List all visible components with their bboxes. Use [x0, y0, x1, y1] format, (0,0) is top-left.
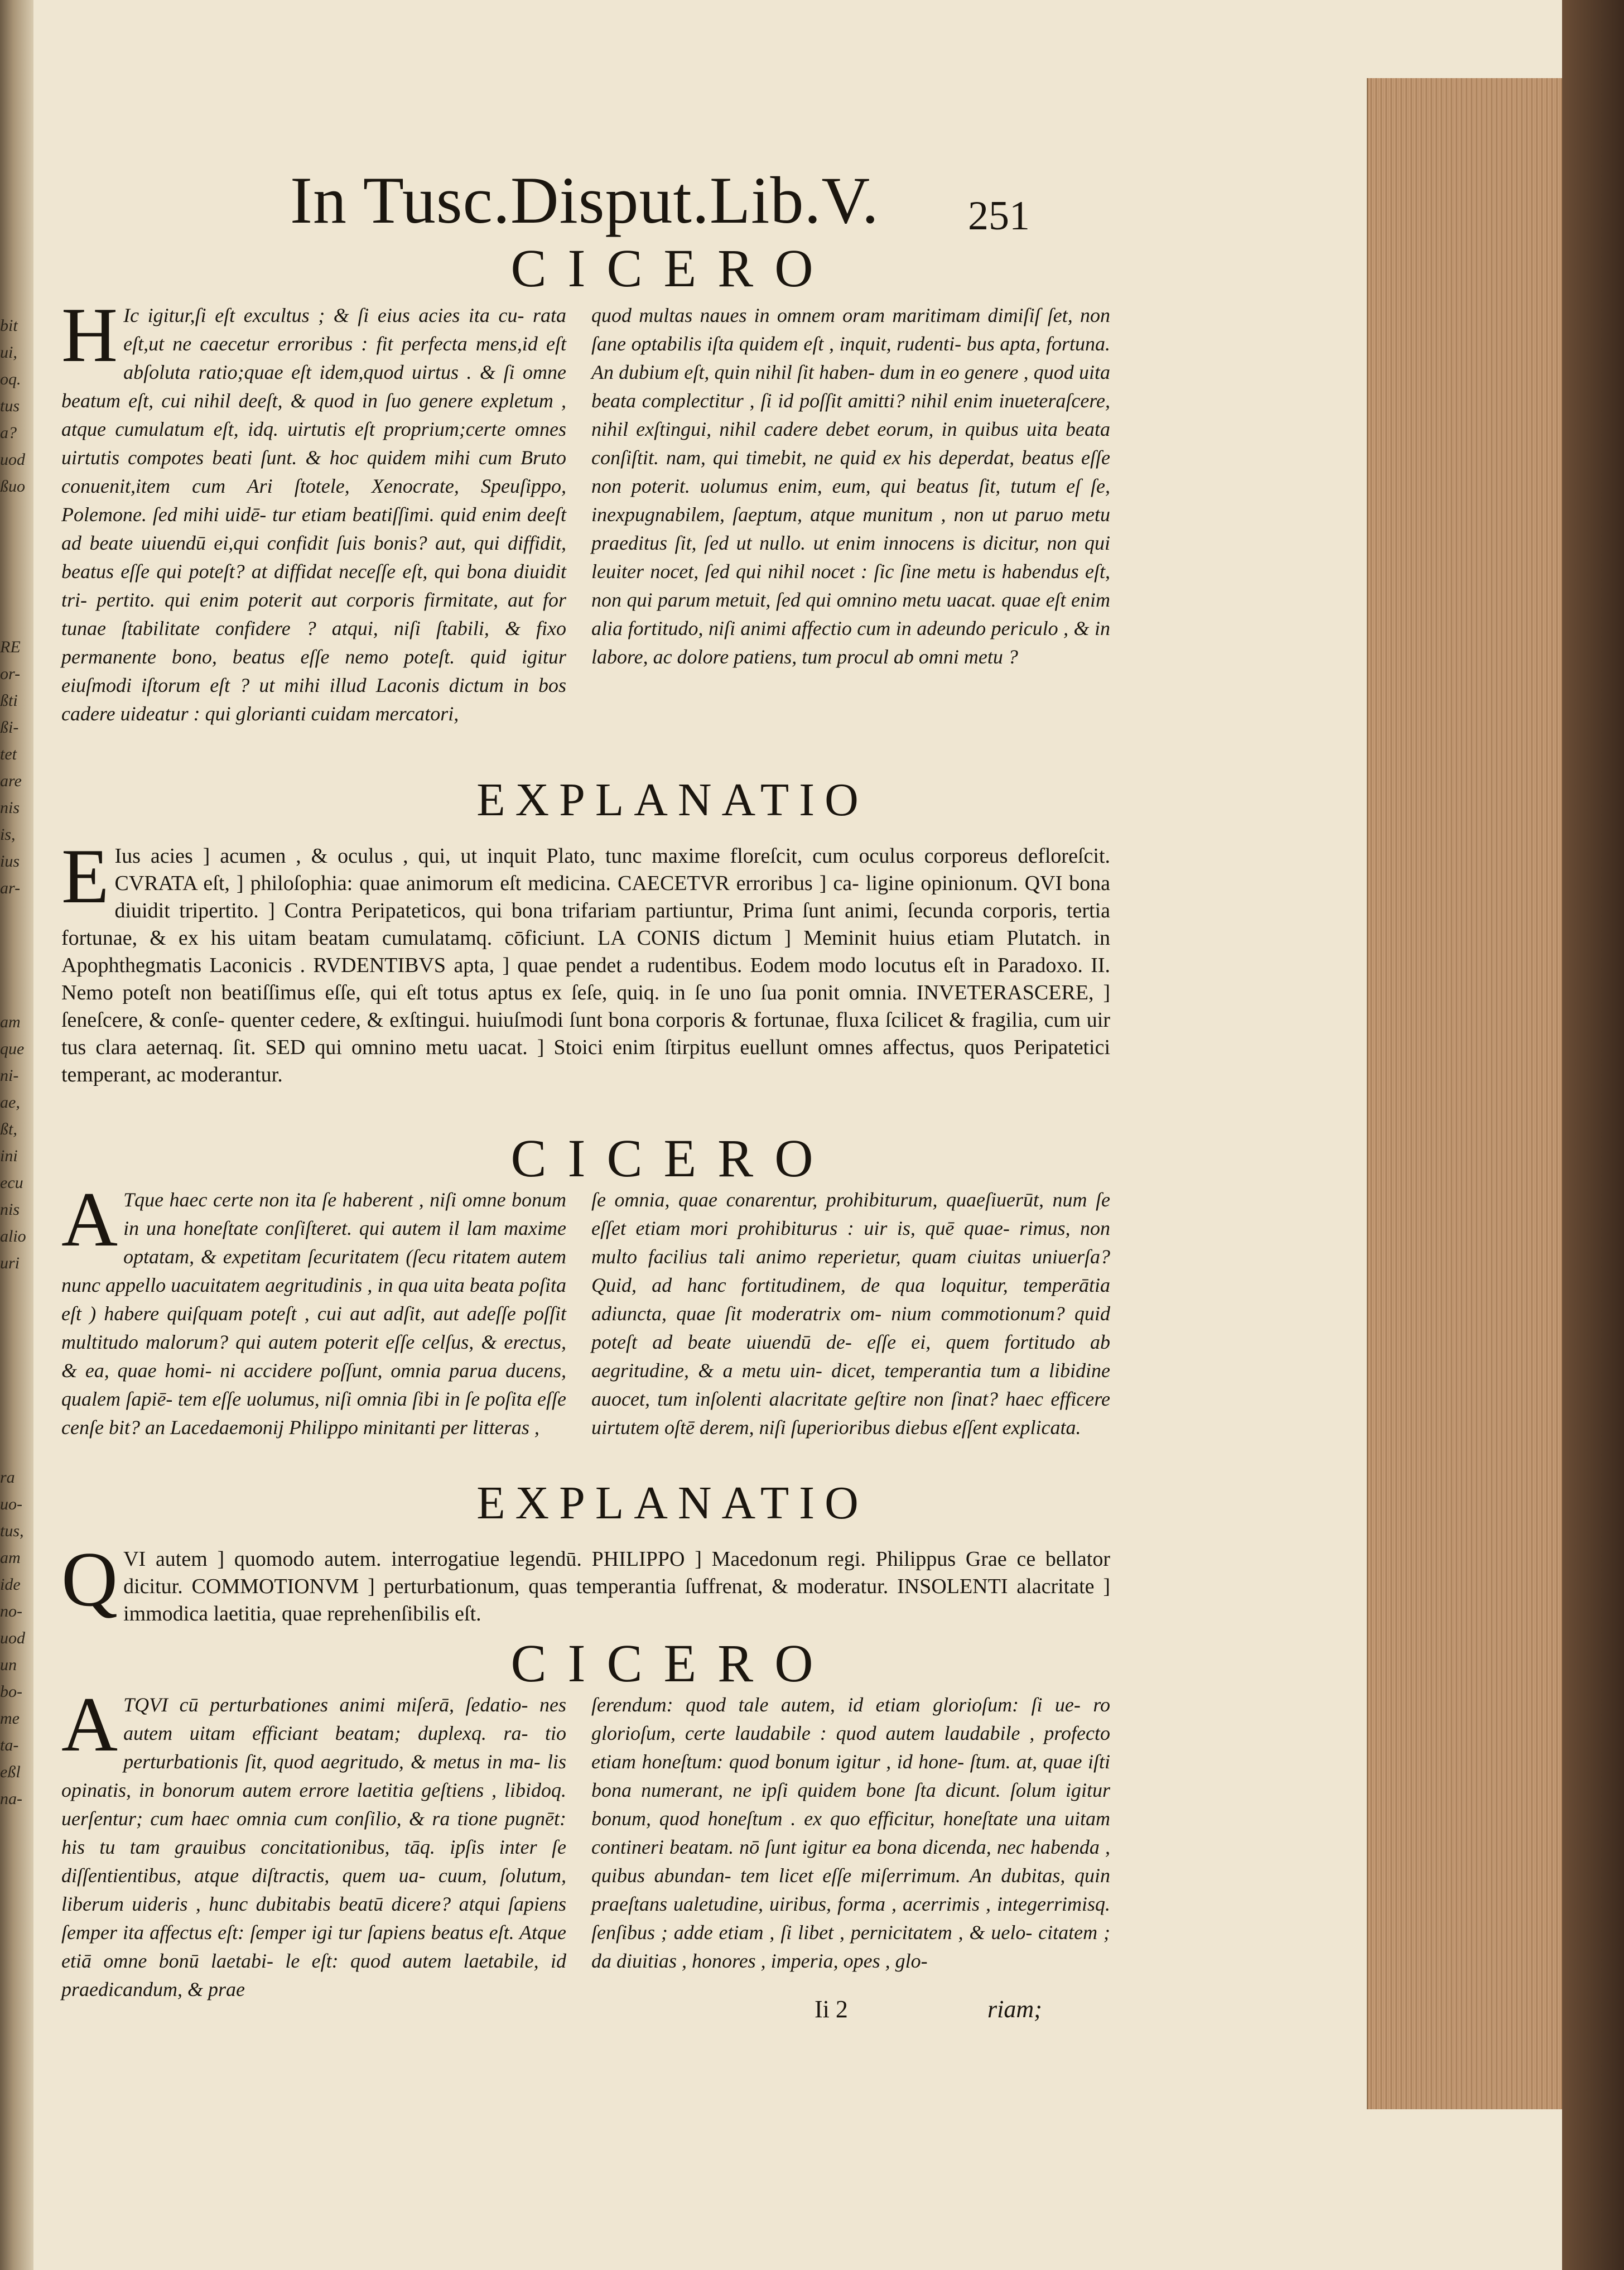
margin-fragment: ide — [0, 1575, 21, 1594]
section-heading-cicero: CICERO — [510, 1633, 835, 1693]
margin-fragment — [0, 1304, 28, 1330]
margin-fragment — [0, 1357, 28, 1384]
margin-fragment: ßt, — [0, 1120, 17, 1138]
margin-fragment: na- — [0, 1790, 22, 1808]
column-text: ſe omnia, quae conarentur, prohibiturum, quaeſiuerūt, num ſe eſſet etiam mori prohibiturus : uir is, quē quae- rimus, non multo facilius tali animo reperietur, quam ciuitas uniuerſa? Quid, ad hanc fortitudinem, de qua loquitur, temperātia adiuncta, quae ſit moderatrix om- nium commotionum? quid poteſt ad beate uiuendū de- eſſe ei, quem fortitudo ab aegritudine, & a metu uin- dicet, temperantia tum a libidine auocet, tum inſolenti alacritate geſtire non ſinat? haec efficere uirtutem oſtē derem, niſi ſuperioribus diebus eſſent explicata. — [591, 1189, 1110, 1439]
section-heading-explanatio: EXPLANATIO — [476, 774, 869, 826]
margin-fragment — [0, 1411, 28, 1437]
margin-fragment: uri — [0, 1254, 20, 1272]
margin-fragment: ae, — [0, 1093, 20, 1112]
margin-fragment: ecu — [0, 1174, 23, 1192]
cicero-text-2 — [61, 1176, 1110, 1442]
facing-page-text-fragments — [0, 312, 28, 1812]
explanatio-text-1 — [61, 833, 1110, 1089]
margin-fragment — [0, 500, 28, 527]
margin-fragment: ius — [0, 852, 20, 871]
margin-fragment: ra — [0, 1468, 15, 1487]
right-column — [591, 1691, 1110, 2004]
margin-fragment — [0, 1384, 28, 1411]
margin-fragment: tet — [0, 745, 17, 763]
margin-fragment: un — [0, 1656, 17, 1674]
margin-fragment — [0, 1330, 28, 1357]
explanatio-text-2 — [61, 1536, 1110, 1628]
margin-fragment: ni- — [0, 1066, 19, 1085]
margin-fragment — [0, 554, 28, 580]
margin-fragment — [0, 580, 28, 607]
margin-fragment: ßi- — [0, 718, 19, 737]
margin-fragment: ar- — [0, 879, 21, 897]
margin-fragment: am — [0, 1548, 21, 1567]
margin-fragment — [0, 1277, 28, 1304]
column-text: Tque haec certe non ita ſe haberent , niſi omne bonum in una honeſtate conſiſteret. qui autem il lam maxime optatam, & expetitam ſecuritatem (ſecu ritatem autem nunc appello uacuitatem aegritudinis , in qua uita beata poſita eſt ) habere quiſquam poteſt , cui aut adſit, aut adeſſe poſſit multitudo malorum? qui autem poterit eſſe celſus, & erectus, & ea, quae homi- ni accidere poſſunt, omnia parua ducens, qualem ſapiē- tem eſſe uolumus, niſi omnia ſibi in ſe poſita eſſe cenſe bit? an Lacedaemonij Philippo minitanti per litteras , — [61, 1189, 566, 1439]
margin-fragment — [0, 1437, 28, 1464]
page-number: 251 — [968, 193, 1030, 239]
left-column — [61, 1176, 566, 1442]
margin-fragment: am — [0, 1013, 21, 1031]
column-text: quod multas naues in omnem oram maritimam dimiſiſ ſet, non ſane optabilis iſta quidem eſt , inquit, rudenti- bus apta, fortuna. An dubium eſt, quin nihil ſit haben- dum in eo genere , quod uita beata complectitur , ſi id poſſit amitti? nihil enim inueteraſcere, nihil exſtingui, nihil cadere debet eorum, in quibus uita beata conſiſtit. nam, qui timebit, ne quid ex his deperdat, beatus eſſe non poterit. uolumus enim, eum, qui beatus ſit, tutum eſ ſe, inexpugnabilem, ſaeptum, atque munitum , non ut paruo metu praeditus ſit, ſed ut nullo. ut enim innocens is dicitur, non qui leuiter nocet, ſed qui nihil nocet : ſic ſine metu is habendus eſt, non qui parum metuit, ſed qui omnino metu uacat. quae eſt enim alia fortitudo, niſi animi affectio cum in adeundo periculo , & in labore, ac dolore patiens, tum procul ab omni metu ? — [591, 304, 1110, 668]
drop-cap: A — [61, 1176, 118, 1263]
left-column — [61, 292, 566, 728]
margin-fragment: nis — [0, 799, 20, 817]
margin-fragment — [0, 955, 28, 982]
cicero-text-3 — [61, 1681, 1110, 2004]
margin-fragment: tus — [0, 397, 20, 415]
margin-fragment: nis — [0, 1200, 20, 1219]
margin-fragment: is, — [0, 825, 16, 844]
margin-fragment — [0, 527, 28, 554]
margin-fragment: oq. — [0, 370, 21, 388]
margin-fragment — [0, 929, 28, 955]
column-text: Ic igitur,ſi eſt excultus ; & ſi eius acies ita cu- rata eſt,ut ne caecetur erroribus : fit perfecta mens,id eſt abſoluta ratio;quae eſt idem,quod uirtus . & ſi omne beatum eſt, cui nihil deeſt, & quod in ſuo genere expletum , atque cumulatum eſt, idq. uirtutis eſt proprium;certe omnes uirtutis compotes beati ſunt. & hoc quidem mihi cum Bruto conuenit,item cum Ari ſtotele, Xenocrate, Speuſippo, Polemone. ſed mihi uidē- tur etiam beatiſſimi. quid enim deeſt ad beate uiuendū ei,qui confidit ſuis bonis? aut, qui diffidit, beatus eſſe qui poteſt? at diffidat neceſſe eſt, qui bona diuidit tri- pertito. qui enim poterit aut corporis firmitate, aut for tunae ſtabilitate confidere ? atqui, niſi ſtabili, & fixo permanente bono, beatus eſſe nemo poteſt. quid igitur eiuſmodi iſtorum eſt ? ut mihi illud Laconis dictum in bos cadere uideatur : qui glorianti cuidam mercatori, — [61, 304, 566, 725]
cicero-text-1 — [61, 292, 1110, 728]
catchword: riam; — [987, 1995, 1042, 2023]
margin-fragment: uod — [0, 450, 25, 469]
column-text: ſerendum: quod tale autem, id etiam glorioſum: ſi ue- ro glorioſum, certe laudabile : quod autem laudabile , profecto etiam honeſtum: quod bonum igitur , id hone- ſtum. at, quae iſti bona numerant, ne ipſi quidem bone ſta dicunt. ſolum igitur bonum, quod honeſtum . ex quo efficitur, honeſtate una uitam contineri beatam. nō ſunt igitur ea bona dicenda, nec habenda , quibus abundan- tem licet eſſe miſerrimum. An dubitas, quin praeſtans ualetudine, uiribus, forma , acerrimis , integerrimisq. ſenſibus ; adde etiam , ſi libet , pernicitatem , & uelo- citatem ; da diuitias , honores , imperia, opes , glo- — [591, 1694, 1110, 1972]
explanatio-paragraph: VI autem ] quomodo autem. interrogatiue legendū. PHILIPPO ] Macedonum regi. Philippus Grae ce bellator dicitur. COMMOTIONVM ] perturbationum, quas temperantia ſuffrenat, & moderatur. INSOLENTI alacritate ] immodica laetitia, quae reprehenſibilis eſt. — [123, 1547, 1110, 1625]
running-head: In Tusc.Disput.Lib.V. — [290, 163, 879, 237]
margin-fragment — [0, 902, 28, 929]
margin-fragment — [0, 982, 28, 1009]
right-column — [591, 301, 1110, 728]
section-heading-cicero: CICERO — [510, 238, 835, 298]
drop-cap: A — [61, 1681, 118, 1768]
margin-fragment: bit — [0, 316, 18, 335]
drop-cap: E — [61, 833, 109, 920]
margin-fragment: or- — [0, 665, 21, 683]
margin-fragment: ui, — [0, 343, 17, 362]
left-column — [61, 1681, 566, 2004]
signature-mark: Ii 2 — [815, 1995, 848, 2023]
margin-fragment: que — [0, 1040, 25, 1058]
section-heading-explanatio: EXPLANATIO — [476, 1477, 869, 1529]
margin-fragment: tus, — [0, 1522, 24, 1540]
book-binding — [1562, 0, 1624, 2270]
right-column — [591, 1186, 1110, 1442]
margin-fragment: are — [0, 772, 22, 790]
explanatio-paragraph: Ius acies ] acumen , & oculus , qui, ut inquit Plato, tunc maxime floreſcit, cum oculus corporeus defloreſcit. CVRATA eſt, ] philoſophia: quae animorum eſt medicina. CAECETVR erroribus ] ca- ligine opinionum. QVI bona diuidit tripertito. ] Contra Peripateticos, qui bona trifariam partiuntur, Prima ſunt animi, ſecunda corporis, tertia fortunae, & ex his uitam beatam cumulatamq. cōficiunt. LA CONIS dictum ] Meminit huius etiam Plutatch. in Apophthegmatis Laconicis . RVDENTIBVS apta, ] quae pendet a rudentibus. Eodem modo locutus eſt in Paradoxo. II. Nemo poteſt non beatiſſimus eſſe, qui eſt totus aptus ex ſeſe, quiq. in ſe uno ſua ponit omnia. INVETERASCERE, ] ſeneſcere, & conſe- quenter cedere, & exſtingui. huiuſmodi ſunt bona corporis & fortunae, fluxa ſcilicet & fragilia, cum uir tus clara aeternaq. ſit. SED qui omnino metu uacat. ] Stoici enim ſtirpitus euellunt omnes affectus, quos Peripatetici temperant, ac moderantur. — [61, 844, 1110, 1086]
margin-fragment: bo- — [0, 1682, 22, 1701]
margin-fragment: RE — [0, 638, 21, 656]
margin-fragment: me — [0, 1709, 20, 1728]
margin-fragment: alio — [0, 1227, 26, 1245]
margin-fragment: uo- — [0, 1495, 22, 1513]
page-edges — [1367, 78, 1563, 2109]
margin-fragment: ini — [0, 1147, 18, 1165]
column-text: TQVI cū perturbationes animi miſerā, ſedatio- nes autem uitam efficiant beatam; duplexq. ra- tio perturbationis ſit, quod aegritudo, & metus in ma- lis opinatis, in bonorum autem errore laetitia geſtiens , libidoq. uerſentur; cum haec omnia cum conſilio, & ra tione pugnēt: his tu tam grauibus concitationibus, tāq. ipſis inter ſe diſſentientibus, atque diſtractis, quem ua- cuum, ſolutum, liberum uideris , hunc dubitabis beatū dicere? atqui ſapiens ſemper ita affectus eſt: ſemper igi tur ſapiens beatus eſt. Atque etiā omne bonū laetabi- le eſt: quod autem laetabile, id praedicandum, & prae — [61, 1694, 566, 2000]
margin-fragment: uod — [0, 1629, 25, 1647]
drop-cap: Q — [61, 1536, 118, 1623]
margin-fragment — [0, 607, 28, 634]
margin-fragment: no- — [0, 1602, 22, 1620]
margin-fragment: a? — [0, 424, 17, 442]
margin-fragment: ßuo — [0, 477, 25, 496]
margin-fragment: ßti — [0, 691, 18, 710]
margin-fragment: eßl — [0, 1763, 21, 1781]
section-heading-cicero: CICERO — [510, 1128, 835, 1188]
margin-fragment: ta- — [0, 1736, 19, 1754]
drop-cap: H — [61, 292, 118, 378]
